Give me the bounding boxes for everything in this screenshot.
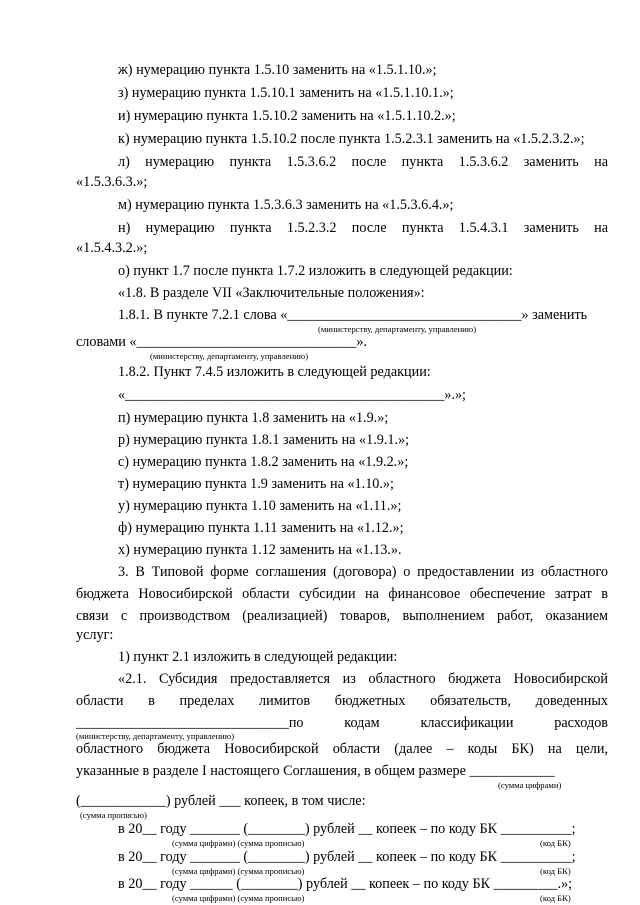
doc-line-1-8-1: 1.8.1. В пункте 7.2.1 слова «_________________________________» заменить bbox=[118, 307, 588, 323]
doc-line-2-1-cont-2: ______________________________по кодам классификации расходов bbox=[76, 715, 608, 731]
doc-line-t: т) нумерацию пункта 1.9 заменить на «1.10.»; bbox=[118, 476, 394, 492]
doc-line-n: н) нумерацию пункта 1.5.2.3.2 после пункта 1.5.4.3.1 заменить на bbox=[118, 220, 608, 236]
footnote-year-2-sums: (сумма цифрами) (сумма прописью) bbox=[172, 866, 305, 876]
footnote-year-1-code: (код БК) bbox=[540, 838, 571, 848]
footnote-year-1-sums: (сумма цифрами) (сумма прописью) bbox=[172, 838, 305, 848]
doc-line-3-cont-1: бюджета Новосибирской области субсидии на финансовое обеспечение затрат в bbox=[76, 586, 608, 602]
footnote-ministry-1: (министерству, департаменту, управлению) bbox=[318, 324, 477, 334]
doc-line-year-1: в 20__ году _______ (________) рублей __ копеек – по коду БК __________; bbox=[118, 821, 576, 837]
doc-line-l-cont: «1.5.3.6.3.»; bbox=[76, 174, 148, 190]
doc-line-slovami: словами «_______________________________». bbox=[76, 334, 368, 350]
doc-line-3-cont-3: услуг: bbox=[76, 627, 114, 643]
doc-line-3-cont-2: связи с производством (реализацией) товаров, выполнением работ, оказанием bbox=[76, 608, 608, 624]
doc-line-z: з) нумерацию пункта 1.5.10.1 заменить на «1.5.1.10.1.»; bbox=[118, 85, 454, 101]
doc-line-p: п) нумерацию пункта 1.8 заменить на «1.9.»; bbox=[118, 410, 389, 426]
footnote-year-3-code: (код БК) bbox=[540, 893, 571, 903]
doc-line-o: о) пункт 1.7 после пункта 1.7.2 изложить в следующей редакции: bbox=[118, 263, 513, 279]
footnote-ministry-2: (министерству, департаменту, управлению) bbox=[150, 351, 309, 361]
doc-line-i: и) нумерацию пункта 1.5.10.2 заменить на «1.5.1.10.2.»; bbox=[118, 108, 456, 124]
doc-line-2-1-cont-1: области в пределах лимитов бюджетных обязательств, доведенных bbox=[76, 693, 608, 709]
doc-line-zh: ж) нумерацию пункта 1.5.10 заменить на «1.5.1.10.»; bbox=[118, 62, 437, 78]
doc-line-kh: х) нумерацию пункта 1.12 заменить на «1.13.». bbox=[118, 542, 402, 558]
doc-line-year-3: в 20__ году ______ (________) рублей __ копеек – по коду БК _________.»; bbox=[118, 876, 573, 892]
doc-line-n-cont: «1.5.4.3.2.»; bbox=[76, 240, 148, 256]
doc-line-blank-quote: «_____________________________________________».»; bbox=[118, 387, 466, 403]
footnote-ministry-3: (министерству, департаменту, управлению) bbox=[76, 731, 235, 741]
doc-line-item-1: 1) пункт 2.1 изложить в следующей редакции: bbox=[118, 649, 398, 665]
doc-line-k: к) нумерацию пункта 1.5.10.2 после пункта 1.5.2.3.1 заменить на «1.5.2.3.2.»; bbox=[118, 131, 585, 147]
doc-line-year-2: в 20__ году _______ (________) рублей __ копеек – по коду БК __________; bbox=[118, 849, 576, 865]
footnote-year-3-sums: (сумма цифрами) (сумма прописью) bbox=[172, 893, 305, 903]
doc-line-l: л) нумерацию пункта 1.5.3.6.2 после пункта 1.5.3.6.2 заменить на bbox=[118, 154, 608, 170]
doc-line-1-8-2: 1.8.2. Пункт 7.4.5 изложить в следующей редакции: bbox=[118, 364, 431, 380]
doc-line-u: у) нумерацию пункта 1.10 заменить на «1.11.»; bbox=[118, 498, 402, 514]
doc-line-s: с) нумерацию пункта 1.8.2 заменить на «1.9.2.»; bbox=[118, 454, 409, 470]
doc-line-2-1-cont-4: указанные в разделе I настоящего Соглашения, в общем размере ____________ bbox=[76, 763, 555, 779]
doc-line-f: ф) нумерацию пункта 1.11 заменить на «1.12.»; bbox=[118, 520, 404, 536]
doc-line-section-1-8: «1.8. В разделе VII «Заключительные положения»: bbox=[118, 285, 425, 301]
doc-line-2-1: «2.1. Субсидия предоставляется из областного бюджета Новосибирской bbox=[118, 671, 608, 687]
doc-line-3: 3. В Типовой форме соглашения (договора) о предоставлении из областного bbox=[118, 564, 608, 580]
footnote-year-2-code: (код БК) bbox=[540, 866, 571, 876]
doc-line-m: м) нумерацию пункта 1.5.3.6.3 заменить на «1.5.3.6.4.»; bbox=[118, 197, 454, 213]
footnote-sum-words: (сумма прописью) bbox=[80, 810, 147, 820]
doc-line-r: р) нумерацию пункта 1.8.1 заменить на «1.9.1.»; bbox=[118, 432, 410, 448]
doc-line-2-1-cont-3: областного бюджета Новосибирской области (далее – коды БК) на цели, bbox=[76, 741, 608, 757]
footnote-sum-digits: (сумма цифрами) bbox=[498, 780, 562, 790]
doc-line-rubles-total: (____________) рублей ___ копеек, в том числе: bbox=[76, 793, 366, 809]
